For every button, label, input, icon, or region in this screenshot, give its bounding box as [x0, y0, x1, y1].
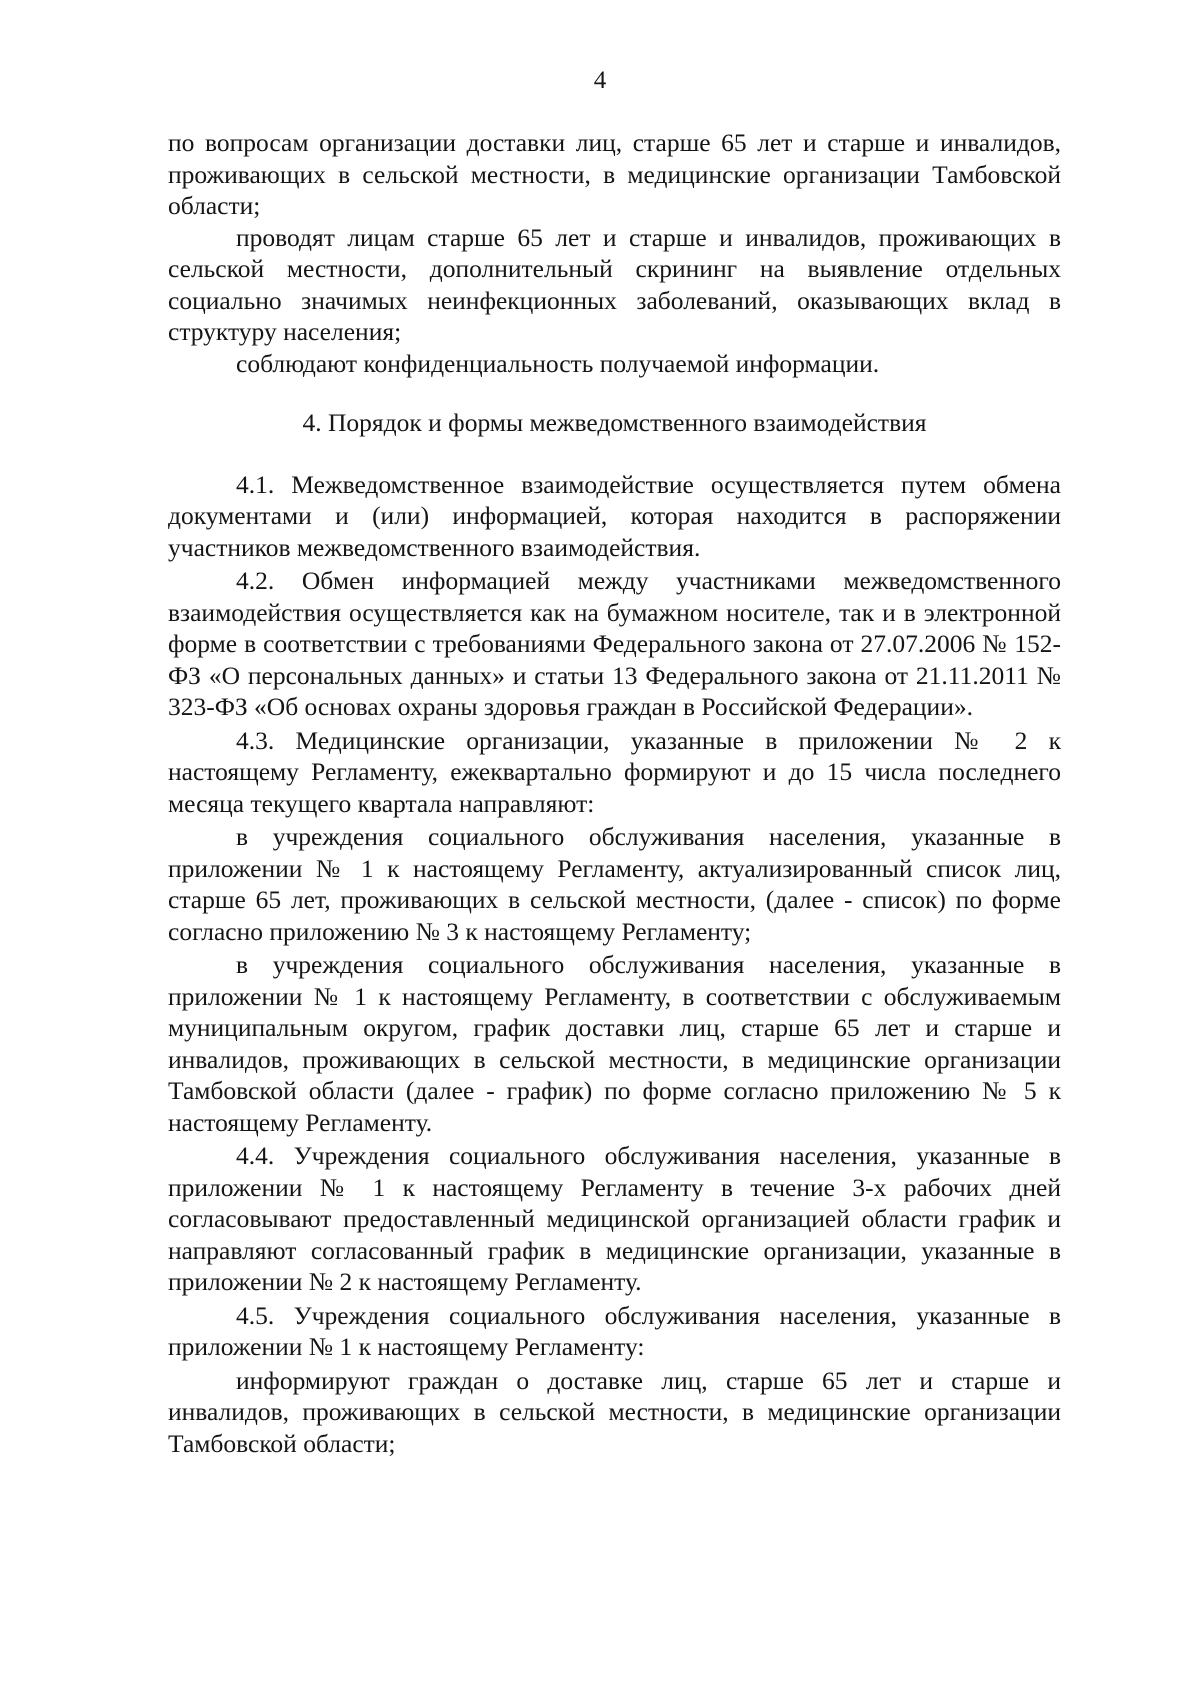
clause-4-1: 4.1. Межведомственное взаимодействие осуществляется путем обмена документами и (или) информацией, которая находится в распоряжении участников межведомственного взаимодействия.: [168, 469, 1061, 562]
clause-4-2: 4.2. Обмен информацией между участниками межведомственного взаимодействия осуществляется как на бумажном носителе, так и в электронной форме в соответствии с требованиями Федерального закона от 27.07.2006 № 152-ФЗ «О персональных данных» и статьи 13 Федерального закона от 21.11.2011 № 323-ФЗ «Об основах охраны здоровья граждан в Российской Федерации».: [168, 566, 1061, 721]
page-number: 4: [593, 67, 607, 94]
clause-4-5: 4.5. Учреждения социального обслуживания населения, указанные в приложении № 1 к настоящему Регламенту:: [168, 1300, 1061, 1361]
clause-4-5-inform: информируют граждан о доставке лиц, старше 65 лет и старше и инвалидов, проживающих в сельской местности, в медицинские организации Тамбовской области;: [168, 1365, 1061, 1458]
document-body: [168, 127, 1061, 1459]
clause-4-3: 4.3. Медицинские организации, указанные в приложении № 2 к настоящему Регламенту, ежеквартально формируют и до 15 числа последнего месяца текущего квартала направляют:: [168, 725, 1061, 818]
section-heading: 4. Порядок и формы межведомственного взаимодействия: [302, 408, 927, 437]
clause-4-3-list: в учреждения социального обслуживания населения, указанные в приложении № 1 к настоящему Регламенту, актуализированный список лиц, старше 65 лет, проживающих в сельской местности, (далее - список) по форме согласно приложению № 3 к настоящему Регламенту;: [168, 822, 1061, 946]
clause-4-4: 4.4. Учреждения социального обслуживания населения, указанные в приложении № 1 к настоящему Регламенту в течение 3-х рабочих дней согласовывают предоставленный медицинской организацией области график и направляют согласованный график в медицинские организации, указанные в приложении № 2 к настоящему Регламенту.: [168, 1141, 1061, 1296]
paragraph-screening: проводят лицам старше 65 лет и старше и инвалидов, проживающих в сельской местности, дополнительный скрининг на выявление отдельных социально значимых неинфекционных заболеваний, оказывающих вклад в структуру населения;: [168, 222, 1061, 346]
clause-4-3-schedule: в учреждения социального обслуживания населения, указанные в приложении № 1 к настоящему Регламенту, в соответствии с обслуживаемым муниципальным округом, график доставки лиц, старше 65 лет и старше и инвалидов, проживающих в сельской местности, в медицинские организации Тамбовской области (далее - график) по форме согласно приложению № 5 к настоящему Регламенту.: [168, 950, 1061, 1137]
paragraph-confidentiality: соблюдают конфиденциальность получаемой информации.: [236, 348, 880, 378]
paragraph-transport-questions: по вопросам организации доставки лиц, старше 65 лет и старше и инвалидов, проживающих в сельской местности, в медицинские организации Тамбовской области;: [168, 128, 1061, 220]
